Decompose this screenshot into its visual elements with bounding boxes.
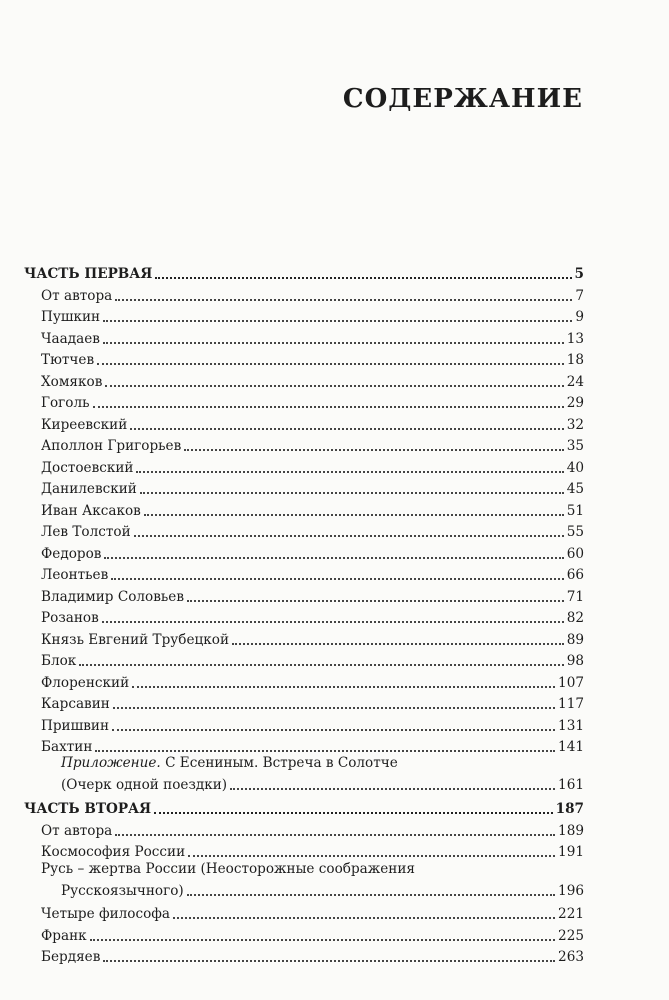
toc-page-number: 24: [566, 373, 584, 390]
toc-entry-label: Владимир Соловьев: [41, 588, 184, 605]
toc-page-number: 98: [566, 653, 584, 669]
leader-dots: [140, 488, 564, 494]
leader-dots: [112, 725, 555, 731]
leader-dots: [105, 381, 563, 387]
toc-entry[interactable]: [41, 584, 584, 606]
toc-rus-line2[interactable]: [61, 878, 584, 900]
toc-page-number: 71: [566, 588, 584, 605]
leader-dots: [155, 273, 571, 279]
toc-entry-label: Федоров: [41, 545, 102, 562]
leader-dots: [115, 830, 555, 836]
toc-entry-label: От автора: [41, 287, 113, 304]
toc-page-number: 55: [566, 524, 584, 540]
leader-dots: [187, 596, 564, 602]
toc-entry-label: (Очерк одной поездки): [61, 777, 228, 793]
toc-page-number: 35: [566, 438, 584, 454]
toc-entry[interactable]: [41, 648, 584, 670]
toc-entry[interactable]: [41, 326, 584, 348]
toc-page-number: 221: [558, 906, 584, 922]
toc-rus-line1[interactable]: Русь – жертва России (Неосторожные соображения: [41, 861, 416, 877]
toc-page-number: 161: [558, 777, 584, 793]
toc-section-part1[interactable]: [24, 261, 584, 283]
leader-dots: [103, 956, 555, 962]
toc-page-number: 51: [566, 502, 584, 519]
toc-entry-label: Розанов: [41, 610, 99, 626]
toc-section-label: ЧАСТЬ ПЕРВАЯ: [24, 266, 153, 282]
toc-page-number: 196: [558, 883, 584, 899]
leader-dots: [173, 913, 555, 919]
toc-page-number: 225: [558, 927, 584, 944]
toc-page-number: 117: [558, 696, 584, 712]
toc-page-number: 191: [558, 844, 584, 860]
toc-entry[interactable]: [41, 839, 584, 861]
leader-dots: [136, 467, 563, 473]
appendix-title: С Есениным. Встреча в Солотче: [165, 755, 398, 771]
toc-entry[interactable]: [41, 390, 584, 412]
toc-page-number: 9: [575, 309, 584, 325]
toc-entry[interactable]: [41, 433, 584, 455]
toc-page-number: 5: [574, 266, 584, 282]
leader-dots: [95, 746, 555, 752]
page-title: СОДЕРЖАНИЕ: [342, 84, 583, 114]
toc-entry-label: Бердяев: [41, 949, 101, 965]
toc-entry-label: Гоголь: [41, 395, 90, 411]
toc-page-number: 131: [558, 717, 584, 734]
toc-page-number: 18: [566, 352, 584, 368]
toc-page-number: 82: [566, 610, 584, 626]
toc-entry[interactable]: [41, 283, 584, 305]
leader-dots: [103, 338, 564, 344]
appendix-prefix: Приложение.: [61, 755, 161, 771]
toc-entry[interactable]: [41, 691, 584, 713]
toc-entry[interactable]: [41, 627, 584, 649]
toc-entry[interactable]: [41, 562, 584, 584]
toc-page-number: 13: [566, 330, 584, 347]
toc-entry-label: Франк: [41, 927, 87, 944]
leader-dots: [102, 617, 564, 623]
toc-entry-label: Киреевский: [41, 416, 128, 433]
toc-entry[interactable]: [41, 541, 584, 563]
toc-entry[interactable]: [41, 455, 584, 477]
toc-entry-label: Пушкин: [41, 309, 101, 325]
toc-entry-label: Князь Евгений Трубецкой: [41, 631, 230, 648]
leader-dots: [90, 935, 555, 941]
toc-entry-label: Иван Аксаков: [41, 502, 141, 519]
toc-appendix-line2[interactable]: [61, 772, 584, 794]
toc-entry[interactable]: [41, 901, 584, 923]
toc-entry-label: Достоевский: [41, 459, 134, 476]
leader-dots: [144, 510, 564, 516]
leader-dots: [230, 784, 555, 790]
toc-entry[interactable]: [41, 412, 584, 434]
leader-dots: [154, 808, 553, 814]
toc-page-number: 45: [566, 481, 584, 497]
leader-dots: [134, 531, 564, 537]
leader-dots: [103, 316, 572, 322]
toc-page-number: 187: [555, 801, 584, 817]
toc-entry[interactable]: [41, 498, 584, 520]
toc-entry-label: Леонтьев: [41, 567, 109, 583]
toc-page-number: 7: [575, 287, 584, 304]
toc-entry-label: Хомяков: [41, 373, 103, 390]
toc-entry-label: Данилевский: [41, 481, 137, 497]
toc-page-number: 89: [566, 631, 584, 648]
toc-page-number: 141: [558, 739, 584, 755]
leader-dots: [115, 295, 572, 301]
toc-entry[interactable]: [41, 713, 584, 735]
leader-dots: [184, 445, 563, 451]
leader-dots: [187, 890, 555, 896]
toc-entry-label: От автора: [41, 822, 113, 839]
toc-entry[interactable]: [41, 304, 584, 326]
toc-entry-label: Флоренский: [41, 674, 130, 691]
toc-entry[interactable]: [41, 923, 584, 945]
toc-entry[interactable]: [41, 818, 584, 840]
leader-dots: [79, 660, 563, 666]
toc-page-number: 263: [558, 949, 584, 965]
toc-entry-label: Лев Толстой: [41, 524, 131, 540]
leader-dots: [132, 682, 555, 688]
leader-dots: [232, 639, 564, 645]
toc-entry-label: Тютчев: [41, 352, 95, 368]
toc-entry-label: Космософия России: [41, 844, 186, 860]
leader-dots: [104, 553, 563, 559]
toc-appendix-line1[interactable]: [61, 755, 398, 772]
toc-entry-label: Чаадаев: [41, 330, 100, 347]
toc-page-number: 107: [558, 674, 584, 691]
toc-entry[interactable]: [41, 519, 584, 541]
leader-dots: [93, 402, 564, 408]
toc-entry[interactable]: [41, 369, 584, 391]
toc-page-number: 40: [566, 459, 584, 476]
toc-section-part2[interactable]: [24, 796, 584, 818]
toc-entry[interactable]: [41, 476, 584, 498]
toc-entry-label: Бахтин: [41, 739, 93, 755]
toc-entry-label: Аполлон Григорьев: [41, 438, 182, 454]
toc-page-number: 32: [566, 416, 584, 433]
leader-dots: [111, 574, 563, 580]
toc-entry-label: Пришвин: [41, 717, 110, 734]
toc-page-number: 60: [566, 545, 584, 562]
toc-section-label: ЧАСТЬ ВТОРАЯ: [24, 801, 152, 817]
toc-entry[interactable]: [41, 605, 584, 627]
leader-dots: [188, 851, 555, 857]
toc-entry[interactable]: [41, 670, 584, 692]
leader-dots: [113, 703, 555, 709]
leader-dots: [130, 424, 563, 430]
toc-entry[interactable]: [41, 347, 584, 369]
toc-page-number: 66: [566, 567, 584, 583]
toc-entry[interactable]: [41, 944, 584, 966]
toc-entry-label: Карсавин: [41, 696, 110, 712]
leader-dots: [97, 359, 564, 365]
toc-entry-label: Блок: [41, 653, 77, 669]
toc-page-number: 29: [566, 395, 584, 411]
toc-entry-label: Русскоязычного): [61, 883, 184, 899]
toc-page-number: 189: [558, 822, 584, 839]
toc-entry-label: Четыре философа: [41, 906, 171, 922]
toc-entry[interactable]: [41, 734, 584, 756]
